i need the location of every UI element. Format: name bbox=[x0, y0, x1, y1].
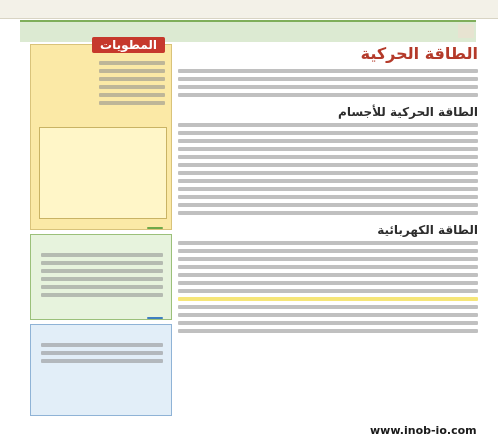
word-origin-tab bbox=[147, 227, 163, 229]
section-header bbox=[20, 20, 476, 42]
heading-kinetic: الطاقة الحركية للأجسام bbox=[338, 105, 478, 119]
intro-paragraph bbox=[178, 69, 478, 97]
page-number-box bbox=[458, 24, 474, 38]
kinetic-paragraph bbox=[178, 123, 478, 215]
word-origin-text bbox=[41, 249, 163, 301]
foldables-title: المطويات bbox=[92, 37, 165, 53]
electric-paragraph bbox=[178, 241, 478, 301]
word-origin-box bbox=[30, 234, 172, 320]
top-strip bbox=[0, 0, 498, 19]
foldable-diagram bbox=[39, 127, 167, 219]
footer-url: www.inob-io.com bbox=[370, 424, 477, 437]
reading-check-tab bbox=[147, 317, 163, 319]
reading-check-box bbox=[30, 324, 172, 416]
reading-check-text bbox=[41, 339, 163, 367]
heading-electric: الطاقة الكهربائية bbox=[377, 223, 478, 237]
foldables-sidebar bbox=[30, 38, 172, 230]
main-column bbox=[176, 42, 478, 417]
closing-paragraph bbox=[178, 305, 478, 333]
main-heading: الطاقة الحركية bbox=[360, 44, 478, 63]
foldables-text bbox=[99, 57, 165, 109]
